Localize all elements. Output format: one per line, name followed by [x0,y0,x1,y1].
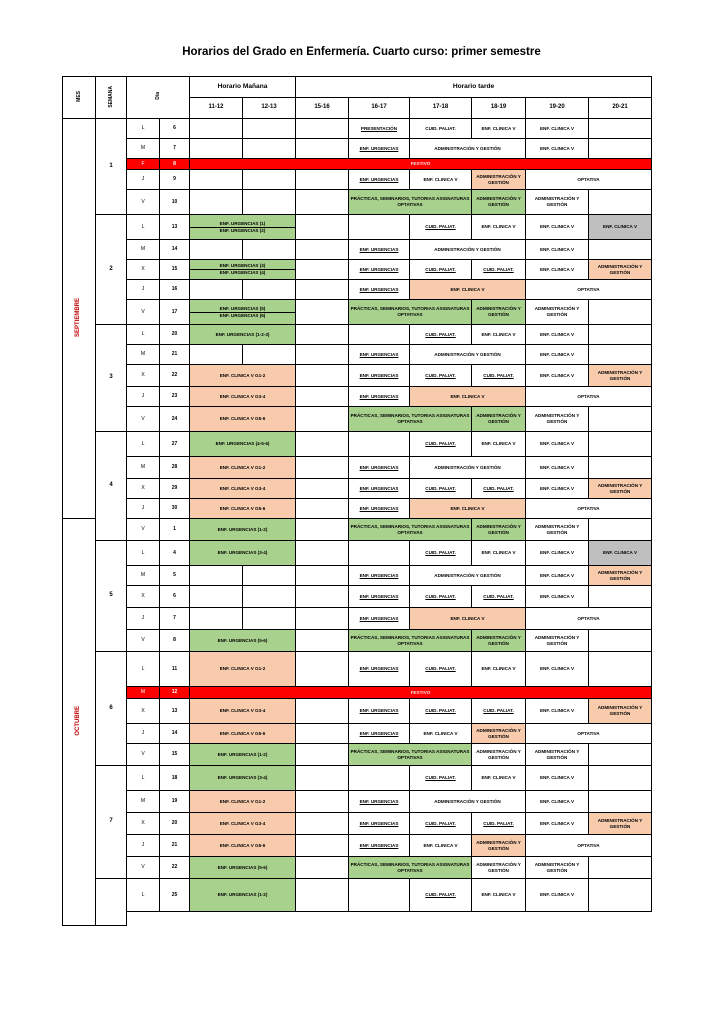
festivo-banner: FESTIVO [190,687,652,699]
header-manana: Horario Mañana [190,77,296,98]
table-row: M 14 ENF. URGENCIAS ADMINISTRACIÓN Y GESTIÓN ENF. CLINICA V [63,240,652,260]
header-dia: Día [127,77,190,119]
table-row: M 21 ENF. URGENCIAS ADMINISTRACIÓN Y GESTIÓN ENF. CLINICA V [63,345,652,365]
table-row: V 24 ENF. CLINICA V G5-6 PRÁCTICAS, SEMINARIOS, TUTORIAS ASIGNATURAS OPTATIVAS ADMINISTRACIÓN Y GESTIÓN ADMINISTRACIÓN Y GESTIÓN [63,407,652,432]
table-row: J 9 ENF. URGENCIAS ENF. CLINICA V ADMINISTRACIÓN Y GESTIÓN OPTATIVA [63,170,652,190]
month-september: SEPTIEMBRE [63,119,96,519]
slot-header: 11-12 [190,98,243,119]
table-row: V 10 PRÁCTICAS, SEMINARIOS, TUTORIAS ASIGNATURAS OPTATIVAS ADMINISTRACIÓN Y GESTIÓN ADMINISTRACIÓN Y GESTIÓN [63,190,652,215]
slot-header: 15-16 [296,98,349,119]
week-number [96,879,127,926]
month-october: OCTUBRE [63,519,96,926]
table-row: J 23 ENF. CLINICA V G3-4 ENF. URGENCIAS ENF. CLINICA V OPTATIVA [63,387,652,407]
table-row: M 7 ENF. URGENCIAS ADMINISTRACIÓN Y GESTIÓN ENF. CLINICA V [63,139,652,159]
week-number: 7 [96,766,127,879]
week-number: 5 [96,541,127,652]
table-row: 7 L 18 ENF. URGENCIAS (3-4) CUID. PALIAT. ENF. CLINICA V ENF. CLINICA V [63,766,652,791]
slot-header: 18-19 [472,98,526,119]
table-row: J 21 ENF. CLINICA V G5-6 ENF. URGENCIAS ENF. CLINICA V ADMINISTRACIÓN Y GESTIÓN OPTATIVA [63,835,652,857]
table-row: 5 L 4 ENF. URGENCIAS (3-4) CUID. PALIAT. ENF. CLINICA V ENF. CLINICA V ENF. CLINICA V [63,541,652,566]
table-row: X 20 ENF. CLINICA V G3-4 ENF. URGENCIAS CUID. PALIAT. CUID. PALIAT. ENF. CLINICA V ADMINISTRACIÓN Y GESTIÓN [63,813,652,835]
table-row: 3 L 20 ENF. URGENCIAS (1-2-3) CUID. PALIAT. ENF. CLINICA V ENF. CLINICA V [63,325,652,345]
table-row: V 22 ENF. URGENCIAS (5-6) PRÁCTICAS, SEMINARIOS, TUTORIAS ASIGNATURAS OPTATIVAS ADMINISTRACIÓN Y GESTIÓN ADMINISTRACIÓN Y GESTIÓN [63,857,652,879]
table-row: J 30 ENF. CLINICA V G5-6 ENF. URGENCIAS ENF. CLINICA V OPTATIVA [63,499,652,519]
header-semana: SEMANA [96,77,127,119]
table-row: L 25 ENF. URGENCIAS (1-2) CUID. PALIAT. ENF. CLINICA V ENF. CLINICA V [63,879,652,912]
slot-header: 16-17 [349,98,410,119]
table-row: J 7 ENF. URGENCIAS ENF. CLINICA V OPTATIVA [63,608,652,630]
table-row: X 13 ENF. CLINICA V G3-4 ENF. URGENCIAS CUID. PALIAT. CUID. PALIAT. ENF. CLINICA V ADMINISTRACIÓN Y GESTIÓN [63,699,652,724]
table-row [63,912,652,926]
week-number: 6 [96,652,127,766]
slot-header: 19-20 [526,98,589,119]
table-row: M 19 ENF. CLINICA V G1-2 ENF. URGENCIAS ADMINISTRACIÓN Y GESTIÓN ENF. CLINICA V [63,791,652,813]
schedule-table [62,76,652,926]
cell-presentacion: PRESENTACIÓN [349,119,410,139]
slot-header: 20-21 [589,98,652,119]
table-row: M 12 FESTIVO [63,687,652,699]
table-row: V 17 ENF. URGENCIAS (5) ENF. URGENCIAS (6) PRÁCTICAS, SEMINARIOS, TUTORIAS ASIGNATURAS OPTATIVAS ADMINISTRACIÓN Y GESTIÓN ADMINISTRACIÓN Y GESTIÓN [63,300,652,325]
week-number: 4 [96,432,127,541]
header-mes: MES [63,77,96,119]
table-row: X 6 ENF. URGENCIAS CUID. PALIAT. CUID. PALIAT. ENF. CLINICA V [63,586,652,608]
table-row: J 16 ENF. URGENCIAS ENF. CLINICA V OPTATIVA [63,280,652,300]
week-number: 1 [96,119,127,215]
table-row: OCTUBRE V 1 ENF. URGENCIAS (1-2) PRÁCTICAS, SEMINARIOS, TUTORIAS ASIGNATURAS OPTATIVAS ADMINISTRACIÓN Y GESTIÓN ADMINISTRACIÓN Y GESTIÓN [63,519,652,541]
table-row: F 8 FESTIVO [63,159,652,170]
table-row: M 5 ENF. URGENCIAS ADMINISTRACIÓN Y GESTIÓN ENF. CLINICA V ADMINISTRACIÓN Y GESTIÓN [63,566,652,586]
slot-header: 12-13 [243,98,296,119]
table-row: X 15 ENF. URGENCIAS (3) ENF. URGENCIAS (4) ENF. URGENCIAS CUID. PALIAT. CUID. PALIAT. ENF. CLINICA V ADMINISTRACIÓN Y GESTIÓN [63,260,652,280]
table-row: X 22 ENF. CLINICA V G1-2 ENF. URGENCIAS CUID. PALIAT. CUID. PALIAT. ENF. CLINICA V ADMINISTRACIÓN Y GESTIÓN [63,365,652,387]
table-row: V 15 ENF. URGENCIAS (1-2) PRÁCTICAS, SEMINARIOS, TUTORIAS ASIGNATURAS OPTATIVAS ADMINISTRACIÓN Y GESTIÓN ADMINISTRACIÓN Y GESTIÓN [63,744,652,766]
week-number: 2 [96,215,127,325]
table-row: 2 L 13 ENF. URGENCIAS (1) ENF. URGENCIAS (2) CUID. PALIAT. ENF. CLINICA V ENF. CLINICA V ENF. CLINICA V [63,215,652,240]
table-row: 4 L 27 ENF. URGENCIAS (4-5-6) CUID. PALIAT. ENF. CLINICA V ENF. CLINICA V [63,432,652,457]
table-row: J 14 ENF. CLINICA V G5-6 ENF. URGENCIAS ENF. CLINICA V ADMINISTRACIÓN Y GESTIÓN OPTATIVA [63,724,652,744]
week-number: 3 [96,325,127,432]
slot-header: 17-18 [410,98,472,119]
table-row: SEPTIEMBRE 1 L 6 PRESENTACIÓN CUID. PALIAT. ENF. CLINICA V ENF. CLINICA V [63,119,652,139]
page-title: Horarios del Grado en Enfermería. Cuarto curso: primer semestre [182,46,541,58]
table-row: V 8 ENF. URGENCIAS (5-6) PRÁCTICAS, SEMINARIOS, TUTORIAS ASIGNATURAS OPTATIVAS ADMINISTRACIÓN Y GESTIÓN ADMINISTRACIÓN Y GESTIÓN [63,630,652,652]
festivo-banner: FESTIVO [190,159,652,170]
table-row: 6 L 11 ENF. CLINICA V G1-2 ENF. URGENCIAS CUID. PALIAT. ENF. CLINICA V ENF. CLINICA V [63,652,652,687]
table-row: X 29 ENF. CLINICA V G3-4 ENF. URGENCIAS CUID. PALIAT. CUID. PALIAT. ENF. CLINICA V ADMINISTRACIÓN Y GESTIÓN [63,479,652,499]
table-row: M 28 ENF. CLINICA V G1-2 ENF. URGENCIAS ADMINISTRACIÓN Y GESTIÓN ENF. CLINICA V [63,457,652,479]
header-tarde: Horario tarde [296,77,652,98]
